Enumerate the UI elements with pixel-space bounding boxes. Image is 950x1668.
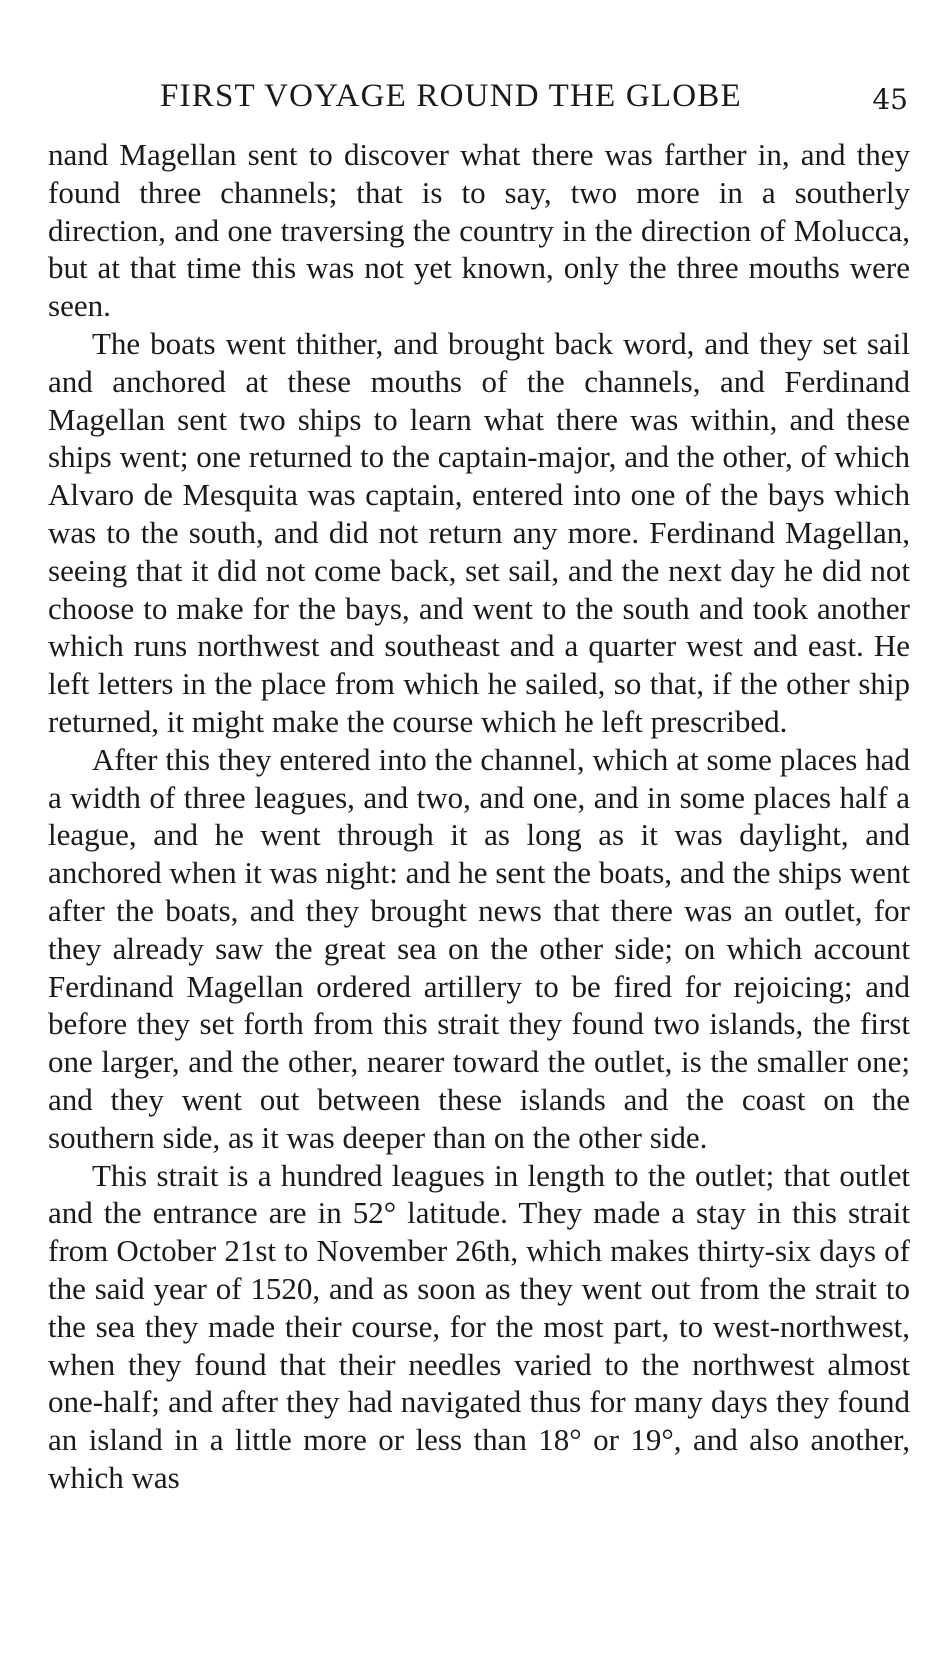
paragraph: After this they entered into the channel, which at some places had a width of three leagues, and two, and one, and in some places half a league, and he went through it as long as it was daylight, and anchored when it was night: and he sent the boats, and the ships went after the boats, and they brought news that there was an outlet, for they already saw the great sea on the other side; on which account Ferdinand Magellan ordered artillery to be fired for rejoicing; and before they set forth from this strait they found two islands, the first one larger, and the other, nearer toward the outlet, is the smaller one; and they went out between these islands and the coast on the southern side, as it was deeper than on the other side. bbox=[48, 741, 910, 1155]
running-title: FIRST VOYAGE ROUND THE GLOBE bbox=[160, 78, 742, 114]
paragraph: This strait is a hundred leagues in length to the outlet; that outlet and the entrance are in 52° latitude. They made a stay in this strait from October 21st to November 26th, which makes thirty-six days of the said year of 1520, and as soon as they went out from the strait to the sea they made their course, for the most part, to west-northwest, when they found that their needles varied to the northwest almost one-half; and after they had navigated thus for many days they found an island in a little more or less than 18° or 19°, and also another, which was bbox=[48, 1157, 910, 1495]
running-head bbox=[48, 76, 910, 116]
paragraph-continued: nand Magellan sent to discover what there was farther in, and they found three channels; that is to say, two more in a southerly direction, and one traversing the country in the direction of Molucca, but at that time this was not yet known, only the three mouths were seen. bbox=[48, 137, 910, 324]
body-text bbox=[48, 136, 910, 1497]
page-number: 45 bbox=[872, 83, 908, 116]
paragraph: The boats went thither, and brought back word, and they set sail and anchored at these mouths of the channels, and Ferdinand Magellan sent two ships to learn what there was within, and these ships went; one returned to the captain-major, and the other, of which Alvaro de Mesquita was captain, entered into one of the bays which was to the south, and did not return any more. Ferdinand Magellan, seeing that it did not come back, set sail, and the next day he did not choose to make for the bays, and went to the south and took another which runs northwest and southeast and a quarter west and east. He left letters in the place from which he sailed, so that, if the other ship returned, it might make the course which he left prescribed. bbox=[48, 325, 910, 739]
